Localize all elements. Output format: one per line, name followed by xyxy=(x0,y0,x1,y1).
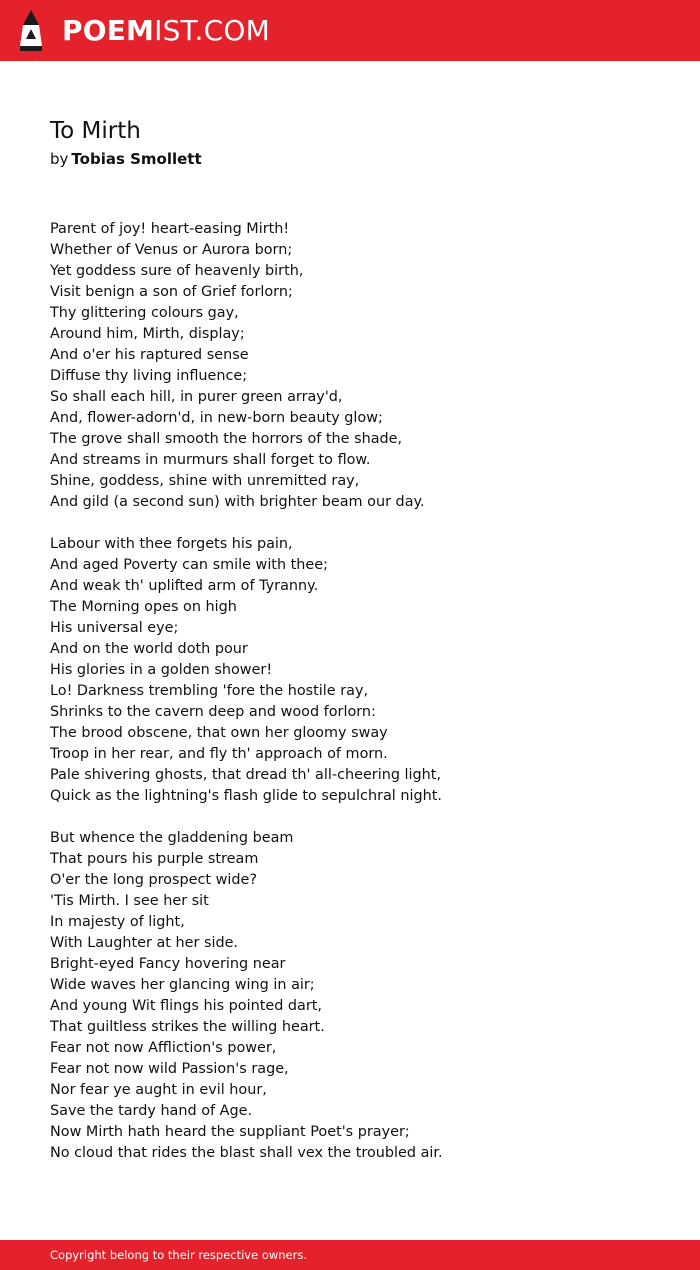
poem-line: But whence the gladdening beam xyxy=(50,830,294,846)
poem-line: And, flower-adorn'd, in new-born beauty glow; xyxy=(50,410,383,426)
logo-wordmark-bold: POEM xyxy=(62,14,155,47)
poem-line: His glories in a golden shower! xyxy=(50,662,273,678)
poem-line: And o'er his raptured sense xyxy=(50,347,249,363)
poem-line: And young Wit flings his pointed dart, xyxy=(50,998,323,1014)
poem-line: No cloud that rides the blast shall vex the troubled air. xyxy=(50,1145,443,1161)
logo-wordmark-light: IST.COM xyxy=(154,14,270,47)
poem-line: Shine, goddess, shine with unremitted ray, xyxy=(50,473,360,489)
poem-line: Save the tardy hand of Age. xyxy=(50,1103,253,1119)
poem-stanza xyxy=(50,219,670,513)
site-header xyxy=(0,0,700,61)
byline-label: by xyxy=(50,150,69,168)
poem-line: So shall each hill, in purer green array'd, xyxy=(50,389,343,405)
poem-stanza xyxy=(50,828,670,1164)
poem-line: Troop in her rear, and fly th' approach of morn. xyxy=(50,746,388,762)
site-logo-link[interactable] xyxy=(18,9,270,53)
poem-line: Parent of joy! heart-easing Mirth! xyxy=(50,221,290,237)
poem-author: Tobias Smollett xyxy=(71,150,202,168)
poem-line: The grove shall smooth the horrors of the shade, xyxy=(50,431,403,447)
poem-line: The brood obscene, that own her gloomy sway xyxy=(50,725,388,741)
poem-line: Labour with thee forgets his pain, xyxy=(50,536,293,552)
poem-body xyxy=(50,219,670,1185)
poem-line: 'Tis Mirth. I see her sit xyxy=(50,893,209,909)
copyright-notice: Copyright belong to their respective owners. xyxy=(50,1248,308,1262)
logo-wordmark xyxy=(62,9,270,53)
poem-line: Quick as the lightning's flash glide to sepulchral night. xyxy=(50,788,442,804)
poem-line: Bright-eyed Fancy hovering near xyxy=(50,956,286,972)
poem-line: Lo! Darkness trembling 'fore the hostile ray, xyxy=(50,683,369,699)
poem-line: His universal eye; xyxy=(50,620,179,636)
poem-line: And weak th' uplifted arm of Tyranny. xyxy=(50,578,319,594)
poem-line: O'er the long prospect wide? xyxy=(50,872,257,888)
poem-line: Fear not now Affliction's power, xyxy=(50,1040,277,1056)
poem-line: Visit benign a son of Grief forlorn; xyxy=(50,284,293,300)
poem-line: And gild (a second sun) with brighter beam our day. xyxy=(50,494,425,510)
poem-line: That guiltless strikes the willing heart. xyxy=(50,1019,325,1035)
poem-line: Shrinks to the cavern deep and wood forlorn: xyxy=(50,704,376,720)
poem-line: And on the world doth pour xyxy=(50,641,248,657)
poem-line: And streams in murmurs shall forget to flow. xyxy=(50,452,371,468)
pencil-logo-icon xyxy=(18,10,44,52)
site-footer xyxy=(0,1240,700,1270)
poem-line: That pours his purple stream xyxy=(50,851,259,867)
poem-line: Fear not now wild Passion's rage, xyxy=(50,1061,289,1077)
poem-line: Diffuse thy living influence; xyxy=(50,368,248,384)
poem-title: To Mirth xyxy=(50,118,141,144)
poem-line: In majesty of light, xyxy=(50,914,185,930)
poem-stanza xyxy=(50,534,670,807)
poem-line: With Laughter at her side. xyxy=(50,935,239,951)
poem-line: Wide waves her glancing wing in air; xyxy=(50,977,315,993)
poem-line: And aged Poverty can smile with thee; xyxy=(50,557,328,573)
poem-line: Whether of Venus or Aurora born; xyxy=(50,242,293,258)
poem-byline xyxy=(50,148,202,170)
poem-line: Now Mirth hath heard the suppliant Poet's prayer; xyxy=(50,1124,410,1140)
poem-line: Thy glittering colours gay, xyxy=(50,305,239,321)
poem-line: Pale shivering ghosts, that dread th' all-cheering light, xyxy=(50,767,442,783)
poem-line: Yet goddess sure of heavenly birth, xyxy=(50,263,304,279)
poem-line: The Morning opes on high xyxy=(50,599,237,615)
poem-line: Nor fear ye aught in evil hour, xyxy=(50,1082,267,1098)
poem-line: Around him, Mirth, display; xyxy=(50,326,245,342)
